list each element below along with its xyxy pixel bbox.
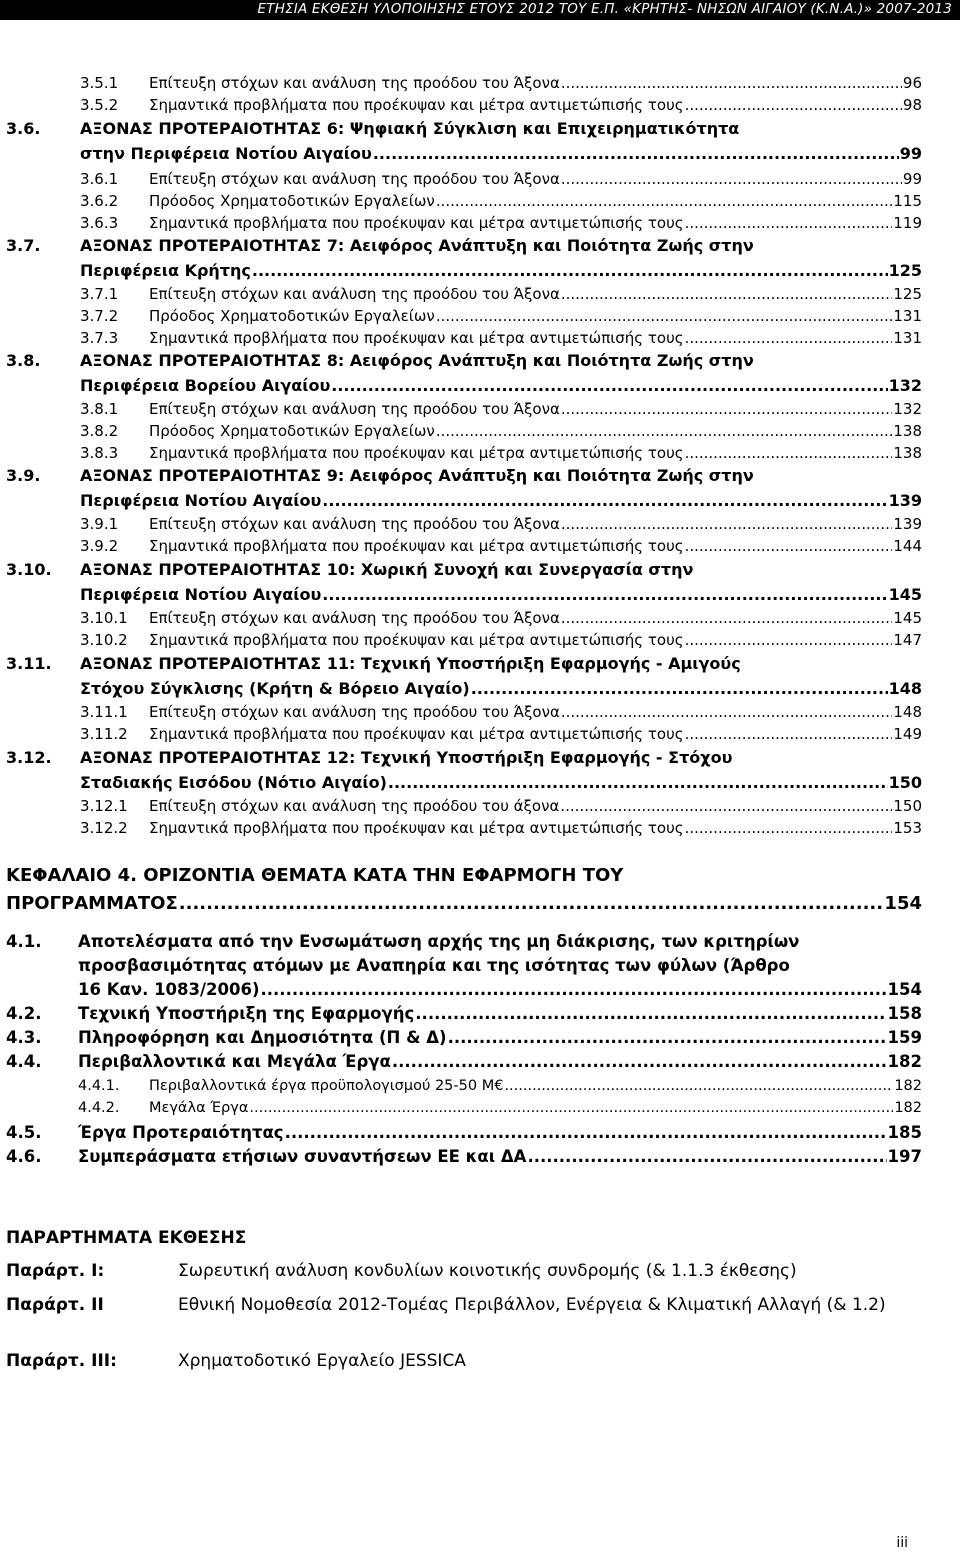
running-header bbox=[0, 0, 960, 20]
page-number: iii bbox=[896, 1535, 908, 1551]
appendix-description: Εθνική Νομοθεσία 2012-Τομέας Περιβάλλον, Ενέργεια & Κλιματική Αλλαγή (& 1.2) bbox=[178, 1295, 886, 1315]
appendix-label: Παράρτ. Ι: bbox=[6, 1261, 105, 1281]
appendices-heading: ΠΑΡΑΡΤΗΜΑΤΑ ΕΚΘΕΣΗΣ bbox=[6, 1228, 247, 1248]
appendix-description: Σωρευτική ανάλυση κονδυλίων κοινοτικής συνδρομής (& 1.1.3 έκθεσης) bbox=[178, 1261, 797, 1281]
appendix-label: Παράρτ. ΙΙΙ: bbox=[6, 1351, 117, 1371]
header-title: ΕΤΗΣΙΑ ΕΚΘΕΣΗ ΥΛΟΠΟΙΗΣΗΣ ΕΤΟΥΣ 2012 ΤΟΥ Ε.Π. «ΚΡΗΤΗΣ- ΝΗΣΩΝ ΑΙΓΑΙΟΥ (Κ.Ν.Α.)» 2007-2013 bbox=[257, 1, 952, 17]
appendix-description: Χρηματοδοτικό Εργαλείο JESSICA bbox=[178, 1351, 466, 1371]
appendix-label: Παράρτ. ΙΙ bbox=[6, 1295, 104, 1315]
